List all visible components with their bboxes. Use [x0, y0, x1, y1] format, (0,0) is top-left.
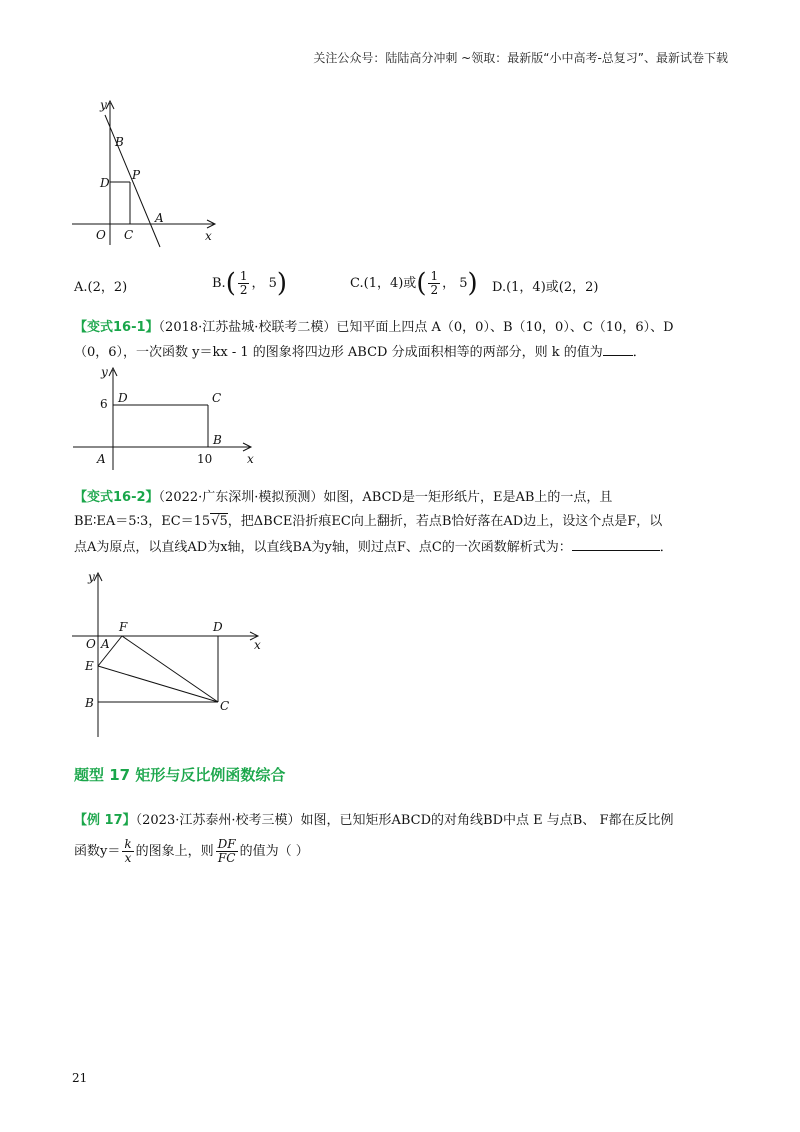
variant-16-1-line2: （0，6），一次函数 y＝kx - 1 的图象将四边形 ABCD 分成面积相等的两部分，则 k 的值为 ．: [74, 345, 646, 360]
label-p: P: [132, 168, 141, 182]
answer-blank: [603, 343, 633, 356]
figure-line-graph: [60, 95, 230, 250]
label-b: B: [115, 135, 124, 149]
label-x: x: [205, 229, 212, 243]
label-d: D: [213, 620, 223, 634]
label-x: x: [247, 452, 254, 466]
label-a: A: [155, 211, 164, 225]
example-17-line1: 【例 17】（2023·江苏泰州·校考三模）如图，已知矩形ABCD的对角线BD中点 E 与点B、 F都在反比例: [74, 813, 674, 828]
label-e: E: [85, 659, 94, 673]
option-a: A.(2，2): [74, 280, 128, 295]
variant-16-2-line1: 【变式16-2】（2022·广东深圳·模拟预测）如图，ABCD是一矩形纸片，E是AB上的一点，且: [74, 490, 613, 505]
label-y: y: [100, 98, 107, 112]
page-header: 关注公众号：陆陆高分冲刺 ~领取：最新版“小中高考-总复习”、最新试卷下载: [313, 51, 728, 65]
option-d: D.(1，4)或(2，2): [492, 280, 599, 295]
label-o: O: [96, 228, 106, 242]
label-a: A: [101, 637, 110, 651]
label-b: B: [85, 696, 94, 710]
section-heading: 题型 17 矩形与反比例函数综合: [74, 766, 286, 784]
answer-blank: [572, 538, 660, 551]
page-number: 21: [72, 1071, 88, 1085]
option-c: C.(1，4)或( $\frac{1}{2}$ ， 5): [350, 268, 478, 299]
label-6: 6: [100, 397, 108, 411]
segment-ec: [98, 666, 218, 702]
label-c: C: [124, 228, 134, 242]
label-f: F: [119, 620, 128, 634]
label-b: B: [213, 433, 222, 447]
label-y: y: [88, 570, 95, 584]
label-c: C: [212, 391, 222, 405]
variant-16-2-line2: BE∶EA＝5∶3，EC＝15√5，把ΔBCE沿折痕EC向上翻折，若点B恰好落在AD边上，设这个点是F，以: [74, 514, 663, 529]
label-x: x: [254, 638, 261, 652]
segment-fc: [122, 636, 218, 702]
label-d: D: [100, 176, 110, 190]
variant-16-2-line3: 点A为原点，以直线AD为x轴，以直线BA为y轴，则过点F、点C的一次函数解析式为： ．: [74, 540, 673, 555]
label-a: A: [97, 452, 106, 466]
label-o: O: [86, 637, 96, 651]
variant-16-1-line1: 【变式16-1】（2018·江苏盐城·校联考二模）已知平面上四点 A（0，0）、B（10，0）、C（10，6）、D: [74, 320, 674, 335]
label-y: y: [101, 365, 108, 379]
figure-rectangle: [65, 362, 265, 472]
example-17-line2: 函数y＝ $\frac{k}{x}$ 的图象上，则 $\frac{DF}{FC}$ 的值为（ ）: [74, 837, 309, 865]
label-d: D: [118, 391, 128, 405]
label-10: 10: [197, 452, 213, 466]
option-b: B.( $\frac{1}{2}$ ， 5): [212, 268, 288, 299]
label-c: C: [220, 699, 230, 713]
figure-folded-rectangle: [70, 565, 270, 740]
